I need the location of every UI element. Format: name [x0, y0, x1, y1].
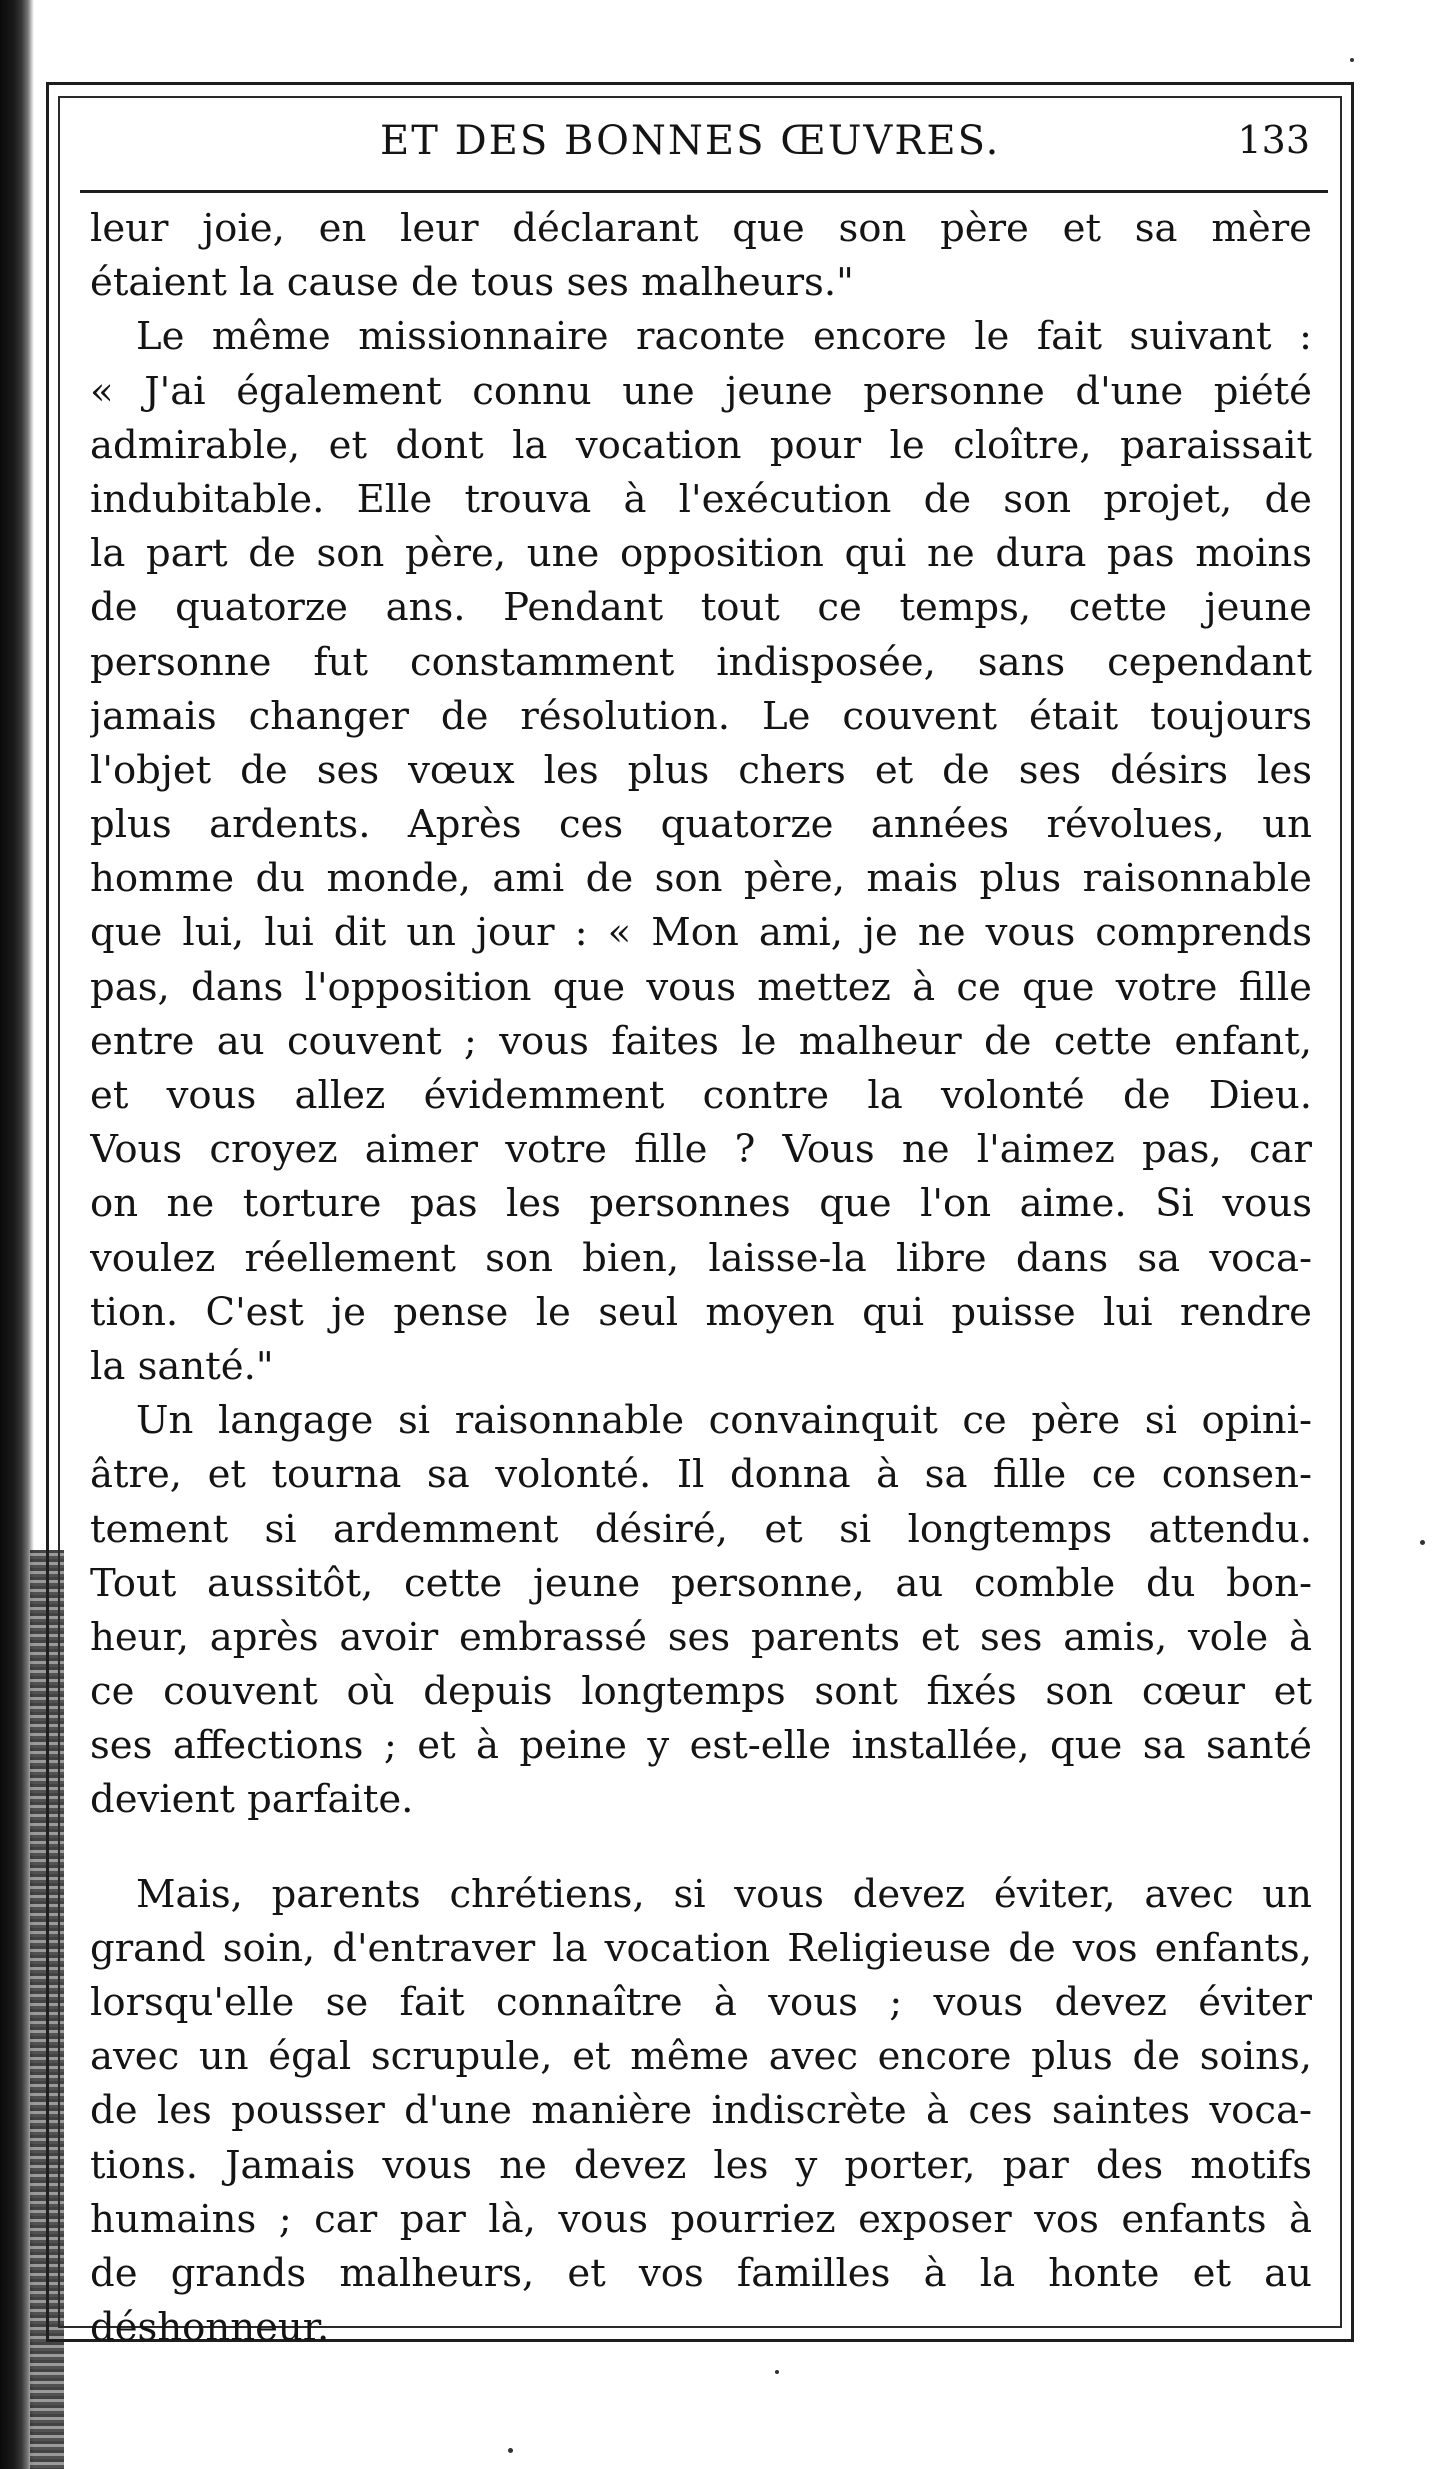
- text-line: de quatorze ans. Pendant tout ce temps, cette jeune: [90, 585, 1312, 631]
- text-line: étaient la cause de tous ses malheurs.": [90, 260, 854, 306]
- book-binding-shadow: [0, 0, 34, 2469]
- text-line: que lui, lui dit un jour : « Mon ami, je ne vous comprends: [90, 910, 1312, 956]
- text-line: tement si ardemment désiré, et si longtemps attendu.: [90, 1506, 1312, 1552]
- text-line: personne fut constamment indisposée, sans cependant: [90, 639, 1312, 685]
- text-line: voulez réellement son bien, laisse-la libre dans sa voca-: [90, 1235, 1312, 1281]
- page-header: [90, 118, 1310, 188]
- text-line: pas, dans l'opposition que vous mettez à ce que votre fille: [90, 964, 1312, 1010]
- text-line: la santé.": [90, 1343, 274, 1389]
- text-line: entre au couvent ; vous faites le malheur de cette enfant,: [90, 1018, 1312, 1064]
- text-line: de grands malheurs, et vos familles à la honte et au: [90, 2250, 1312, 2296]
- paragraph-3: [90, 1394, 1312, 1828]
- running-title: ET DES BONNES ŒUVRES.: [380, 118, 1001, 164]
- text-line: Vous croyez aimer votre fille ? Vous ne l'aimez pas, car: [90, 1127, 1312, 1173]
- text-line: déshonneur.: [90, 2305, 330, 2351]
- text-line: grand soin, d'entraver la vocation Religieuse de vos enfants,: [90, 1925, 1312, 1971]
- text-line: la part de son père, une opposition qui ne dura pas moins: [90, 531, 1312, 577]
- paragraph-1: [90, 202, 1312, 310]
- text-line: lorsqu'elle se fait connaître à vous ; vous devez éviter: [90, 1980, 1312, 2025]
- text-line: admirable, et dont la vocation pour le cloître, paraissait: [90, 422, 1312, 468]
- text-line: Mais, parents chrétiens, si vous devez éviter, avec un: [136, 1871, 1312, 1917]
- text-line: de les pousser d'une manière indiscrète à ces saintes voca-: [90, 2088, 1312, 2134]
- text-line: âtre, et tourna sa volonté. Il donna à sa fille ce consen-: [90, 1452, 1312, 1498]
- text-line: « J'ai également connu une jeune personne d'une piété: [90, 368, 1312, 414]
- header-rule: [80, 190, 1328, 193]
- text-line: Tout aussitôt, cette jeune personne, au comble du bon-: [90, 1560, 1312, 1606]
- text-line: et vous allez évidemment contre la volonté de Dieu.: [90, 1073, 1312, 1118]
- text-line: devient parfaite.: [90, 1777, 414, 1823]
- text-line: ses affections ; et à peine y est-elle installée, que sa santé: [90, 1723, 1312, 1769]
- text-line: leur joie, en leur déclarant que son père et sa mère: [90, 206, 1312, 251]
- print-speck: [1420, 1540, 1425, 1545]
- text-line: l'objet de ses vœux les plus chers et de ses désirs les: [90, 747, 1312, 793]
- text-line: on ne torture pas les personnes que l'on aime. Si vous: [90, 1181, 1312, 1227]
- text-line: plus ardents. Après ces quatorze années révolues, un: [90, 802, 1312, 848]
- text-line: avec un égal scrupule, et même avec encore plus de soins,: [90, 2034, 1312, 2080]
- body-text: [90, 202, 1312, 2355]
- text-line: Un langage si raisonnable convainquit ce père si opini-: [136, 1398, 1312, 1444]
- print-speck: [508, 2448, 513, 2453]
- page-number: 133: [1237, 118, 1310, 162]
- text-line: indubitable. Elle trouva à l'exécution de son projet, de: [90, 476, 1312, 522]
- text-line: humains ; car par là, vous pourriez exposer vos enfants à: [90, 2196, 1312, 2242]
- text-line: tions. Jamais vous ne devez les y porter, par des motifs: [90, 2142, 1312, 2188]
- text-line: tion. C'est je pense le seul moyen qui puisse lui rendre: [90, 1289, 1312, 1335]
- text-line: heur, après avoir embrassé ses parents et ses amis, vole à: [90, 1614, 1312, 1660]
- paragraph-2: [90, 310, 1312, 1394]
- paragraph-4: [90, 1868, 1312, 2356]
- text-line: homme du monde, ami de son père, mais plus raisonnable: [90, 856, 1312, 902]
- print-speck: [1350, 58, 1354, 62]
- text-line: Le même missionnaire raconte encore le fait suivant :: [136, 314, 1312, 360]
- print-speck: [775, 2370, 779, 2374]
- text-line: ce couvent où depuis longtemps sont fixés son cœur et: [90, 1669, 1312, 1715]
- text-line: jamais changer de résolution. Le couvent était toujours: [90, 693, 1312, 739]
- paragraph-gap: [90, 1828, 1312, 1868]
